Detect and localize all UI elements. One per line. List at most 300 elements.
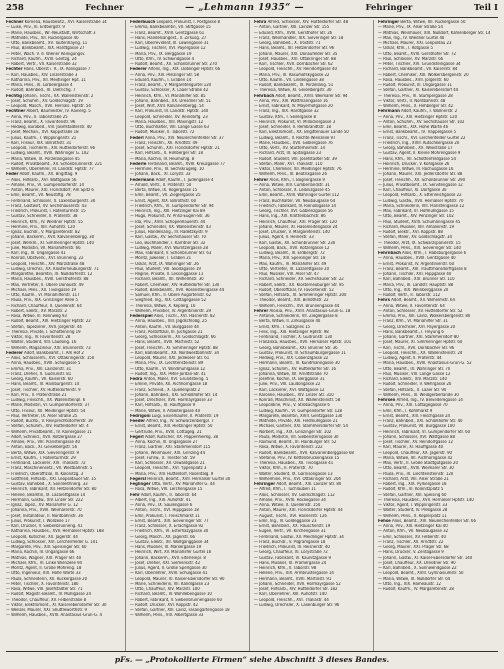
directory-entry: — Ludwig, Maler, XVI. Wurlitzergasse 28 xyxy=(130,245,208,251)
directory-entry: Federer Alfons, Ing., XIX. Döblinger Hptstr. 66 xyxy=(130,67,221,73)
directory-entry: Federer Adolf, Bankbeamt., I. Am Hof 2 xyxy=(6,350,84,356)
directory-entry: — Anna, Witwe, XIV. Cumberlandstr. 31 xyxy=(254,182,330,188)
directory-entry: — Karl, Prokurist, III. Landstr. Hptstr. 140 xyxy=(130,109,209,115)
directory-entry: — Rudolf, Beamt., XII. Schönbrunner Str. 270 xyxy=(130,62,217,67)
directory-entry: — Max, Kaufm., VI. Mariahilfer Str. 49 xyxy=(254,261,327,267)
directory-entry: — Josef, Hilfsarb., XIV. Hütteldorfer Str. 182 xyxy=(254,587,338,592)
directory-entry: — Johann, Weinhauer, XIX. Grinzing 44 xyxy=(130,450,206,456)
directory-entry: — Robert, Chemiker, XIII. Wolkersbergenstr. 20 xyxy=(378,72,469,78)
directory-entry: — Ernst, Kfm., I. Salzgries 15 xyxy=(254,324,311,330)
directory-entry: — Emma, Priv., XIII. Lainz, Wolkersbergenstr. 80 xyxy=(378,314,471,319)
directory-entry: — Franz, Beamt., XIII. Trauttmansdorffgasse 8 xyxy=(378,266,467,272)
directory-entry: — Rudolf, Beamt., XIII. Hietzinger Hptstr. 22 xyxy=(6,319,91,325)
directory-entry: — Emilie, Private, XII. Aichhorngasse 18 xyxy=(130,382,208,388)
directory-entry: — Rudolf, Bankbeamt., XVII. Kalvarienberggasse 68 xyxy=(254,450,354,456)
directory-entry: — Michael, Kfm., VI. Linke Wienzeile 94 xyxy=(6,560,83,566)
directory-entry: — Hermann, Beamt., XVIII. Martinstr. 91 xyxy=(254,576,332,582)
directory-entry: — Georg, Masch., XX. Jägerstr. 66 xyxy=(130,534,196,540)
directory-entry: — Leopold, Bäck., XVII. Rötzergasse 12 xyxy=(254,245,330,251)
directory-entry: — Friedrich, Kfm., VI. Esterhazygasse 30 xyxy=(130,529,209,535)
directory-entry: — Franz, Ing., XIX. Hardtgasse 32 xyxy=(254,109,319,115)
directory-entry: — Karl, Tischl., XVII. Dornbacher Str. 96 xyxy=(378,345,455,351)
directory-entry: — Rudolf, Elektr., XVI. Koppstr. 88 xyxy=(378,230,443,235)
directory-entry: — Maria, Witwe, IX. Nußdorfer Str. 64 xyxy=(378,576,451,582)
directory-entry: — Otto, Ing., XIX. Hameaustr. 12 xyxy=(378,581,441,587)
directory-entry: — Otto, Chauffeur, XIV. Märzstr. 100 xyxy=(130,587,200,592)
directory-entry: — Rudolf, Drucker, XVI. Koppstr. 42 xyxy=(130,602,198,608)
directory-entry: — Stefan, Maler, XVI. Thaliastr. 110 xyxy=(254,161,323,167)
directory-entry: — Theodor, Chauffeur, XV. Felberstraße 8 xyxy=(6,597,87,603)
directory-entry: — Franz, Beamt., X. Favoritenstr. 96 xyxy=(6,119,76,125)
directory-entry: — Richard, Beamt., XII. Wilhelmstr. 30 xyxy=(130,277,204,283)
directory-entry: Fehrs Adolf, Beamt., XII. Wilhelmstr. 64 xyxy=(378,298,455,304)
directory-entry: — Maria, Hausbes., XIII. Maxingstr. 12 xyxy=(130,119,204,125)
directory-entry: — Hermine, Witwe, III. Rochusgasse 16 xyxy=(378,167,454,172)
directory-entry: — Gustav, Elektr., XII. Wolfganggasse 34 xyxy=(130,539,209,545)
directory-entry: — Viktor, Agent, I. Wipplingerstr. 33 xyxy=(378,503,448,508)
directory-entry: — Konrad, Obstverk., XVI. Brunneng. 22 xyxy=(6,256,84,262)
directory-entry: — Karl, Gastw., XV. Sechshauser Str. 70 xyxy=(130,235,207,241)
directory-entry: — Marie, Schneiderin, VII. Kandlgasse 23 xyxy=(130,581,210,587)
directory-entry: — Walter, Student, VIII. Laudong. 16 xyxy=(6,340,77,346)
directory-entry: — Stefanie, Priv., IV. Kettenbrückengasse 15 xyxy=(254,455,340,461)
directory-entry: — Siegfried, Ing., XIX. Cottagegasse 52 xyxy=(130,298,207,304)
directory-entry: — Robert, Fabrikant, V. Siebenbrunnengasse 60 xyxy=(130,597,222,603)
directory-entry: — Amalie, Priv., VI. Gumpendorferstr. 14 xyxy=(6,182,84,188)
directory-entry: — Friedrich, Prokurist, I. Rotenturmstr. 15 xyxy=(6,209,86,214)
directory-entry: Federle Ferdinand, Beamt., XVIII. Kreuzgasse 77 xyxy=(130,161,225,167)
directory-entry: — Otto, Kaufm., VII. Lindengasse 38 xyxy=(254,77,324,83)
directory-entry: — Richard, Beamt., IV. Wohllebengasse 10 xyxy=(130,592,212,598)
directory-entry: — Maria, Köchin, IV. Heumühlg. 8 xyxy=(130,156,195,162)
directory-entry: — Wilhelm, Pens., III. Weißgerberlände 30 xyxy=(378,392,459,398)
directory-entry: — Wilhelm, Hausbes., XVIII. Anastasius-Grün-G. 4 xyxy=(6,613,102,619)
directory-entry: — Franz, Buchhalter, VII. Neubaugasse 64 xyxy=(254,198,336,204)
directory-entry: — Anna, Hausbes., XIII. Jagdschloßg. 25 xyxy=(130,319,207,325)
directory-entry: — Leopold, Fleischh., XVI. Yppenplatz 3 xyxy=(130,466,207,472)
directory-entry: — Maria, Priv., III. Rasumofskygasse 22 xyxy=(254,72,330,78)
directory-entry: — Stefan, Hilfsarb., X. Laaer Str. 90 xyxy=(378,387,447,393)
directory-entry: — Hans, Handelsangest., II. Zirkusg. 27 xyxy=(130,35,207,41)
directory-entry: — Rudolf, Student, VIII. Josefstädter Str. 39 xyxy=(254,156,337,162)
directory-entry: — Anton, Maurer, XXI. Floridsdorfer Hptstr. 44 xyxy=(254,508,343,514)
directory-entry: — Karl, Friseur, XIX. Billrothstr. 31 xyxy=(6,140,72,146)
columns-container xyxy=(6,20,498,651)
directory-entry: — Franz, Schlosser, X. Erlachgasse 92 xyxy=(130,524,204,529)
directory-entry: — Felix, Ing., XIII. Hietzinger Hptstr. 98 xyxy=(254,329,329,335)
directory-entry: — Leopold, Beamt., XVIII. Gymnasiumstr. 50 xyxy=(378,571,464,577)
directory-entry: — Anna, Witwe, X. Favoritenstr. 64 xyxy=(378,303,445,309)
directory-entry: — Johann, Bahnbed., XX. Dresdner Str. 51 xyxy=(130,98,211,104)
directory-entry: — Stefan, Gärtner, XI. Kaiserebersdorf 44 xyxy=(378,88,459,94)
directory-entry: — Ernst, Fabrikant, IV. Mayerhofgasse 20 xyxy=(254,104,333,109)
directory-entry: — Helene, Beamtin, IX. Lazarettgasse 14 xyxy=(6,492,86,498)
directory-entry: — Friedrich, Fabrikant, IV. Rienößlgasse 14 xyxy=(254,203,336,209)
directory-entry: — Gertrude, Priv., XVIII. Cottageg. 21 xyxy=(130,429,202,435)
directory-entry: — Leopold, Fleischh., XX. Wallensteinstr. 24 xyxy=(378,350,463,356)
page-footer xyxy=(0,655,504,664)
directory-entry: — Hans, Musiker, III. Marxergasse 19 xyxy=(130,545,202,550)
header-part: Teil I xyxy=(473,3,498,13)
directory-entry: — Hedwig, Bürobed., VIII. Josefstädterstr. 40 xyxy=(6,125,92,130)
directory-entry: — Josef, Dreher, XXI. Siemensstr. 42 xyxy=(130,560,201,566)
directory-entry: — Josef, Schneider, II. Rembrandtstr. 18 xyxy=(254,125,331,130)
directory-entry: — Anton, Bäck., XI. Geiselbergstr. 56 xyxy=(6,445,78,451)
directory-entry: — Otto, Ingenieur, XIX. Hohe Warte 33 xyxy=(6,571,81,577)
directory-entry: — Johann, Bahnbed., XXI. Schloßhofer Str. 14 xyxy=(130,392,218,398)
directory-entry: — Robert, Ing., XIX. Pyrkergasse 18 xyxy=(378,482,447,487)
directory-entry: — Robert, Elektr., XV. Märzstr. 2 xyxy=(6,308,68,314)
directory-entry: — Franz, Tischler, XII. Arndtstr. 22 xyxy=(378,539,444,545)
directory-entry: — Robert, Chemiker, XIV. Hütteldorfer Str. 130 xyxy=(130,282,220,288)
directory-entry: — Gustav, Schneider, II. Praterstr. 38 xyxy=(6,214,78,220)
directory-entry: — Maria, Hausbes., XVIII. Anastasius-Grün-G. 52 xyxy=(378,361,472,367)
directory-entry: — Rudolf, Bahnbed., XI. Dietrichg. 7 xyxy=(6,88,76,94)
directory-entry: — Heinrich, Chauffeur, XXI. Prager Str. 120 xyxy=(254,219,337,225)
directory-entry: — Alois, Schlosserm., XVI. Ottakringerstr. 150 xyxy=(6,356,95,361)
directory-entry: — Anna, Priv., XIX. Cottagegasse 70 xyxy=(378,403,448,409)
directory-entry: — Leopold, Tischlerm., XIV. Hütteldorferstr. 96 xyxy=(6,146,96,151)
directory-entry: — Katharina, Priv., XII. Meidlinger Hpt. 11 xyxy=(6,77,86,83)
directory-entry: — Franz, Postoffizial, III. Juchgasse 21 xyxy=(130,329,203,335)
directory-entry: — Karl, Oberrevident, III. Löwengasse 31 xyxy=(130,41,209,46)
directory-entry: — Michael, Gärtner, XXI. Stammersdorfer Str. 54 xyxy=(254,424,348,430)
directory-entry: — Stefan, Gärtner, XIII. Lainz, Fasangartengasse 18 xyxy=(130,608,230,613)
directory-entry: — Franz, Gastwirt, XV. Sechshauserstr. 43 xyxy=(6,203,87,209)
directory-entry: — Mathilde, Private, XIII. Feldmühlgasse 21 xyxy=(254,419,338,424)
directory-entry: — Moritz, Juwelier, I. Graben 21 xyxy=(130,256,192,262)
directory-entry: — Wilhelm, Pens., XIX. Sieveringer Str. 140 xyxy=(378,245,462,251)
directory-entry: — Franz, Gärtner, XXI. Stammersdorf 115 xyxy=(130,445,211,451)
directory-entry: — Franz, Kfm., VI. Mariahilfer Str. 31 xyxy=(378,319,448,325)
directory-entry: — Karl, Hausbes., XIV. Linzerstraße 3 xyxy=(6,72,78,78)
directory-entry: — Otto, Kaufm., VI. Windmühlgasse 12 xyxy=(130,366,206,372)
directory-entry: — Wenzel, Maurer, XXI. Shuttleworthstr. 9 xyxy=(6,608,87,613)
directory-entry: — Rudolf, Kaufm., IV. Margaretenstr. 28 xyxy=(378,587,454,592)
directory-entry: — Maria, Priv., IX. Berggasse 19 xyxy=(130,51,192,57)
directory-entry: — Michael, Maurer, XXI. Leopoldau 23 xyxy=(378,41,452,46)
directory-entry: — Theresia, Witwe, XI. Geiselbergstr. 30 xyxy=(254,88,332,94)
directory-entry: — Anna, Hausbes., XVIII. Schulgasse 5 xyxy=(6,361,81,367)
directory-entry: — Norbert, Ing., XIX. Grinzinger Str. 102 xyxy=(254,429,332,435)
directory-entry: — Theodor, Beamt., XIX. Billrothstr. 22 xyxy=(254,298,329,304)
directory-entry: — Richard, Elektr., XIV. Märzstr. 140 xyxy=(378,377,447,382)
directory-entry: Federbusch Leopold, Prokurist, I. Postgasse 8 xyxy=(130,20,221,25)
directory-entry: — Leopold, Fleischh., XIV. Märzstraße 48 xyxy=(6,261,85,267)
directory-entry: — Richard, Arzt, VIII. Alser Straße 21 xyxy=(378,476,449,482)
directory-entry: — Franziska, Hausbes., XVII. Hernalser Hptstr. 101 xyxy=(254,340,352,346)
directory-entry: — Rosa, Hausbes., XVII. Jörgerstr. 60 xyxy=(378,77,449,83)
directory-entry: — Anna, Priv., II. Taborstraße 25 xyxy=(6,114,68,120)
directory-entry: — Peter, Wach. V. d. Wiener Reinigungsv. xyxy=(6,51,86,57)
directory-entry: — Rosa, Witwe, VIII. Josefstädter Str. 71 xyxy=(6,587,83,592)
directory-entry: — Rudolf, Ing., XIX. Peter-Jordan-Str. 41 xyxy=(130,371,206,377)
directory-entry: — Ludwig, Fleischh., XX. Wallensteinpl. 6 xyxy=(6,398,86,403)
directory-entry: — Josef, Drucker, V. Margaretenstr. 140 xyxy=(254,230,330,235)
directory-entry: — Richard, Arzt, IX. Spitalgasse 23 xyxy=(254,151,322,157)
directory-entry: — Heinrich, Wirt, XV. Mariahilfer Gürtel 16 xyxy=(130,550,212,556)
directory-entry: — Johanna, Priv., XVIII. Weimarerstr. 70 xyxy=(6,508,82,514)
directory-entry: — Josef, Fleischh., XI. Simmeringer Hptstr. 88 xyxy=(130,345,218,351)
directory-entry: — Heinrich, Kfm., VI. Mariahilfer Str. 85 xyxy=(130,93,206,99)
directory-entry: — Georg, Bahnbed., XX. Wexstraße 17 xyxy=(378,146,453,151)
directory-entry: — Maria, Witwe, XII. Aichhorngasse 42 xyxy=(378,455,453,461)
directory-entry: — Julius, Prokurist, I. Wollzeile 17 xyxy=(6,518,70,524)
directory-entry: — Hans, Ing., XIX. Krottenbachstr. 86 xyxy=(254,214,326,220)
directory-entry: — Heinrich, Fabrikant, XII. Hetzendorfer Str. 80 xyxy=(6,487,97,493)
directory-entry: — Franz, Maschinensetz., VII. Westbahnstr. 5 xyxy=(6,466,93,472)
directory-entry: — Karl, Hilfsarb., X. Himberger Str. 18 xyxy=(130,151,203,157)
directory-entry: — Julie, Priv., VIII. Laudongasse 22 xyxy=(254,382,321,388)
directory-entry: — Margarete, Beamtin, XVIII. Gentzgasse 130 xyxy=(254,413,343,419)
directory-entry: — Oskar, Arzt, IX. Währinger Str. 26 xyxy=(130,261,199,267)
directory-entry: — Robert, Elektr., XX. Klosterneuburger Str. 95 xyxy=(254,282,344,288)
directory-entry: — Rudolf, Musiker, II. Taborstr. 72 xyxy=(130,130,195,136)
directory-entry: — Richard, Musiker, XIII. Amalienstr. 19 xyxy=(378,224,454,230)
directory-entry: — Ferdinand, Gastw., XII. Meidlinger Hptstr. 34 xyxy=(254,534,344,540)
directory-entry: — Gustav, Kfm., I. Seilergasse 8 xyxy=(254,114,316,120)
footer-rule xyxy=(6,651,498,652)
directory-entry: — Anton, Schuhm., XV. Sechshauser Str. 102 xyxy=(378,119,465,125)
directory-entry: — Paul, Vertreter, IX. Alser Straße 25 xyxy=(6,413,78,419)
directory-entry: — Josef, Werkm., XI. Simmeringer Hptstr. 140 xyxy=(6,240,94,246)
directory-entry: — Georg, Chauffeur, XI. Lorystraße 72 xyxy=(254,550,328,556)
directory-entry: — Julius, Agent, II. Große Sperlgasse 30 xyxy=(130,566,207,571)
directory-entry: — Johann, Maurer, XXI. Jedlersdorfer Str. 88 xyxy=(378,172,463,178)
page-number: 258 xyxy=(6,3,24,13)
directory-entry: — Marie, Witwe, V. Arbeitergasse 40 xyxy=(130,408,201,414)
directory-entry: — Rudolf, Oberoffizial, IV. Favoritenstr. 52 xyxy=(254,287,334,293)
directory-entry: — Ludwig, Drechsl., XX. Klosterneuburgerstr. 71 xyxy=(6,266,99,272)
directory-entry: — Viktor, Ing., IV. Favoritenstr. 28 xyxy=(6,335,71,340)
directory-entry: — Ludwig, Gastw., XVII. Hernalser Hptstr. 70 xyxy=(378,198,464,204)
directory-entry: — Heinrich, Ing., XIII. Hietzinger Kai 89 xyxy=(130,209,205,214)
directory-entry: — Eduard, Kfm., XVIII. Gersthofer Str. 26 xyxy=(254,30,333,36)
directory-entry: — Wilhelm, Privatbeamt., IV. Rainergasse 11 xyxy=(6,429,92,435)
directory-entry: — Emma, Priv., XIII. Lainzerstr. 31 xyxy=(6,366,72,372)
directory-entry: — Otto, Kaufm., VI. Mariahilferstr. 117 xyxy=(6,293,80,298)
directory-entry: — Mathias, Weinhauer, XIX. Nußdorf, Kahlenberger Str. 14 xyxy=(378,30,491,36)
directory-entry: Fehra Alfred, Schlosser, XIV. Hütteldorfer Str. 48 xyxy=(254,20,349,25)
directory-entry: — Otto, Vertreter, IX. Lazarettgasse 20 xyxy=(254,266,330,272)
directory-entry: — Maria, Priv., XIII. Speisinger Str. 18 xyxy=(254,256,326,262)
directory-entry: — Maria, Priv., IX. Liechtensteinstr. 89 xyxy=(130,361,204,367)
footer-note: pFs. — „Protokollierte Firmen“ siehe Abschnitt 3 dieses Bandes. xyxy=(114,655,390,664)
directory-entry: — Gustav, Bahnbed., X. Sonnleithnerg. 33 xyxy=(6,482,88,487)
directory-entry: — Georg, Tischler, XVI. Gablenzgasse 56 xyxy=(254,209,333,214)
directory-entry: — Ludwig, Drechsler, X. Laxenburger Str. 96 xyxy=(254,602,340,608)
directory-entry: — Peter, Tischler, X. Favoritenstr. 180 xyxy=(6,581,79,587)
directory-entry: Fehrmann Adolf, Kaufm., I. Wallnerstr. 2 xyxy=(378,109,458,115)
directory-entry: — Josef, Schuhm., XV. Goldschlagstr. 19 xyxy=(6,98,83,104)
directory-entry: — Ignaz, Schuhm., XV. Hütteldorfer Str. 16 xyxy=(254,366,336,372)
directory-entry: — Viktor, Kfm., II. Praterstr. 70 xyxy=(254,466,313,472)
directory-entry: — Karl, Priv., II. Praterstraße 21 xyxy=(6,392,67,398)
directory-entry: — Adolf, Schneid., XVII. Rötzergasse 27 xyxy=(6,434,83,440)
directory-entry: Fehringer Berta, Witwe, XII. Ruckergasse 50 xyxy=(378,20,466,25)
directory-entry: — Hans, Bankbeamt., I. Freyung 6 xyxy=(378,329,444,335)
directory-entry: — Josef, Fuhrw., X. Triester Str. 59 xyxy=(130,455,195,461)
directory-entry: — Berta, Witwe, IX. Rögergasse 15 xyxy=(130,188,198,193)
directory-entry: — Berta, Witwe, XIX. Sieveringerstr. 9 xyxy=(6,450,80,456)
directory-entry: — Albert, Ing., XIII. Auhofstr. 41 xyxy=(130,497,191,503)
directory-entry: — Paul, Student, VIII. Skodagasse 19 xyxy=(130,266,201,272)
page-header xyxy=(6,3,498,18)
directory-entry: Fegersl Heinrich, Beamt., XVII. Hernalser Gürtel 30 xyxy=(130,476,231,482)
directory-entry: — Franz, Beamt., V. Margaretengürtel 120 xyxy=(130,83,212,88)
directory-entry: — Ernst, Kaufm., I. Rotenturmstr. 29 xyxy=(6,455,76,461)
directory-entry: — Anton, Gärtner, XIII. Lainzer Str. 155 xyxy=(254,25,330,31)
directory-entry: — Hans, Drucker, V. Zentagasse 9 xyxy=(378,550,444,556)
directory-entry: — Johann, Tischler, XVI. Hippgasse 40 xyxy=(378,272,452,277)
directory-entry: — Stefan, Maler, XV. Goldschlagstr. 34 xyxy=(378,235,452,241)
directory-entry: — Johann, Maurer, XI. Hasenleitengasse 24 xyxy=(254,224,338,230)
directory-entry: — Marie, Modistin, VI. Gumpendorferstr. 37 xyxy=(6,403,90,409)
directory-entry: — Friedrich, Oberoffizial, III. Kolonitzg. 3 xyxy=(6,471,84,477)
directory-entry: Fechtner Albert, Baumeister, IV. Rainerg. 5 xyxy=(6,109,91,115)
directory-entry: — Eugen, Vertr., VII. Kirchengasse 31 xyxy=(254,529,326,535)
directory-entry: — Wilhelm, Fleischh., XVI. Brunnengasse 44 xyxy=(254,303,340,309)
directory-entry: — Richard, Kaufm., XVIII. Gentzg. 24 xyxy=(6,56,77,62)
directory-entry: — Robert, Vertr., VII. Kaiserstraße 32 xyxy=(6,62,77,67)
directory-entry: — Hermann, Beamt., III. Kundmanngasse 30 xyxy=(254,361,340,367)
directory-entry: — Ludwig, Kaufm., VI. Gumpendorfer Str. 128 xyxy=(254,408,342,414)
directory-entry: — Samuel, Kfm., II. Obere Augartenstr. 62 xyxy=(130,293,212,298)
directory-entry: — Theresia, Private, I. Schottenring 19 xyxy=(6,329,81,335)
directory-entry: — Anna, Witwe, X. Quellenstr. 150 xyxy=(254,503,321,508)
directory-entry: — Josef, Wirt, XVII. Kalvarienbergg. 54 xyxy=(130,104,204,109)
directory-entry: — Theodor, Arzt, IX. Schwarzspanierstr. 15 xyxy=(378,240,461,246)
directory-entry: — Marie, Hausbes., Wr.-Neustadt, Wirtschaft 3 xyxy=(6,30,96,36)
directory-entry: — Rosa, Witwe, X. Favoritenstr. 222 xyxy=(254,445,323,451)
directory-entry: Fehringer Adolf, Beamt., XIII. Lainzer Str. 80 xyxy=(254,482,342,487)
directory-entry: — Anna, Priv., XIII. Hietzinger Kai 40 xyxy=(378,524,448,529)
directory-entry: — Otto, Buchhalter, VIII. Lange Gasse 63 xyxy=(130,125,209,130)
directory-entry: — Wilhelm, Pens., VIII. Albertgasse 33 xyxy=(130,613,204,619)
directory-entry: — Paul, Schlosser, XV. Märzstr. 66 xyxy=(378,56,444,62)
directory-entry: — Rudolf, Magistr.-Beamt., IV. Mühlgasse 24 xyxy=(6,592,91,598)
directory-entry: — Ludwig, Beamt., V. Rechte Wienzeile 97 xyxy=(254,135,336,141)
directory-entry: — Max, Vertr., II. Große Stadtgutgasse 20 xyxy=(378,461,458,466)
directory-entry: — Leopold, Hilfsarb., X. Ettenreichgasse 22 xyxy=(378,193,462,199)
directory-entry: — Margarethe, Beamtin, IX. Nußdorferstr. 12 xyxy=(6,272,93,277)
directory-entry: — Alois, Schlosser, XV. Goldschlagstr. 112 xyxy=(254,492,335,498)
directory-entry: — Josef, Fleischh., XII. Schönbrunner Str. 290 xyxy=(378,177,466,183)
directory-entry: — Gustav, Prokurist, VII. Burggasse 100 xyxy=(378,424,455,430)
directory-entry: — Emil, Beamt., XVIII. Währinger Gürtel 112 xyxy=(254,193,340,199)
directory-entry: — Ludwig, Beamt., III. Erdbergstr. 72 xyxy=(254,251,325,256)
directory-entry: — Gustav, Schlosser, X. Laaer Straße 42 xyxy=(130,88,209,94)
directory-entry: — Johann, Bäck., XI. Lorystr. 33 xyxy=(130,172,191,178)
directory-entry: — Leopold, Chauffeur, XX. Jägerstr. 90 xyxy=(378,450,452,456)
directory-entry: Fedrigoni Luigi, Eisverkäufer, II. Praterstr. 19 xyxy=(130,413,219,419)
directory-entry: — Johann, Maurer, XXI. Donaufelder Str. 35 xyxy=(254,51,338,57)
directory-entry: — Karl, Tischler, XVII. Dornbacher Str. 62 xyxy=(254,62,333,67)
directory-entry: — Emil, Ing., IV. Goldeggasse 23 xyxy=(254,518,317,524)
directory-entry: — Wilhelm, Magazineur, XXI. Brünnerstr. 73 xyxy=(6,345,91,351)
directory-entry: — Rudolf, Buchb., V. Reinprechtsdorferstr. 19 xyxy=(6,419,93,424)
directory-entry: Federspiel Alois, Tischl., XVI. Hasnerstr. 82 xyxy=(130,314,215,319)
directory-entry: — Hans, Beamt., III. Hainburgerstr. 14 xyxy=(6,382,80,388)
directory-entry: — Max, Vertreter, II. Obere Donaustr. 49 xyxy=(6,282,84,288)
directory-entry: — Alois, Hilfsarb., XVI. Wattgasse 56 xyxy=(6,177,77,183)
directory-entry: — Julius, Privatbeamt., IX. Servitengasse 12 xyxy=(378,182,463,188)
directory-entry: — Margarete, Priv., XIII. Speisinger Str. 60 xyxy=(6,545,87,550)
directory-entry: — Ernst, Beamt., XIII. Hietzinger Hptstr. 50 xyxy=(130,424,213,430)
directory-entry: — Stefan, Schuhm., XIV. Hütteldorfer Str. 4 xyxy=(6,424,89,430)
directory-entry: — Amalie, Priv., XVIII. Hockegasse 34 xyxy=(254,497,326,503)
directory-entry: — Paula, Priv., IX. Liechtensteinstr. 120 xyxy=(378,471,454,477)
directory-entry: — Gottfried, Hilfsarb., XXI. Leopoldauer Str. 15 xyxy=(6,476,96,482)
directory-entry: Fechner Kornelia, Hausbesitz., XVI. Kaiserstraße 14 xyxy=(6,20,107,25)
directory-entry: — Wilhelmine, Priv., XVI. Ottakringer Str. 204 xyxy=(254,476,341,482)
directory-entry: — Ernst, Bahnbed., XX. Rauscherstr. 19 xyxy=(254,524,331,529)
directory-entry: — Emil, Schlosser, XV. Felberstr. 40 xyxy=(378,534,446,540)
directory-entry: — Mathilde, Priv., XII. Ruckergasse 46 xyxy=(6,35,79,41)
directory-entry: — Anna, Priv., XIII. Hietzinger Hptstr. 120 xyxy=(378,114,458,120)
directory-entry: — Franz, Beamt., XVIII. Gentzgasse 61 xyxy=(130,30,205,36)
column-3 xyxy=(254,20,374,651)
directory-entry: — Josef, Hausbes., XVI. Ottakringer Str. 88 xyxy=(254,56,336,62)
directory-entry: — Leopold, Masch., XVII. Hernals. Hptstr. 54 xyxy=(6,104,91,109)
directory-entry: — Maria, Priv., III. Landstr. Hauptstr. 88 xyxy=(378,282,454,288)
directory-entry: — Anton, Schlosser, X. Leibnizgasse 45 xyxy=(254,188,330,193)
directory-entry: — Rudolf, Bankbeamt., XVII. Rosensteingasse 44 xyxy=(130,287,225,293)
directory-entry: — Paul, Student, XVIII. Schumanngasse 45 xyxy=(378,219,461,225)
directory-entry: — Josef, Maurer, XI. Simmeringer Hptstr. 60 xyxy=(378,340,463,346)
directory-entry: Fehrer Alois, Kfm., I. Bognergasse 9 xyxy=(254,177,325,183)
directory-entry: — Franz, Buchdr., V. Pilgramgasse 18 xyxy=(254,539,326,545)
directory-entry: Fegerl Adolf, Kutscher, XX. Pappenheimg. 38 xyxy=(130,434,219,440)
directory-entry: — Julius, Agent, II. Heinestr. 33 xyxy=(254,235,314,241)
directory-entry: — Anna, Hausbes., XVIII. Gentzgasse 40 xyxy=(378,256,456,262)
directory-entry: — Hedwig, Priv., XIX. Cobenzlgasse 22 xyxy=(254,356,329,361)
directory-entry: — Karl, Maurer, XI. Hauffgasse 40 xyxy=(378,445,444,451)
directory-entry: Fehr Adolf, Kaufm., II. Taborstr. 64 xyxy=(130,492,197,498)
directory-entry: — Georg, Drechsler, XVI. Payergasse 20 xyxy=(378,324,456,330)
directory-entry: — Helene, Priv., XIX. Armbrustergasse 14 xyxy=(254,571,334,577)
directory-entry: — Josef, Tischler, XV. Hütteldorferstr. 9 xyxy=(6,387,81,393)
directory-entry: — Max, Fabrikant, VI. Hofmühlgasse 15 xyxy=(378,209,454,214)
directory-entry: — Theresia, Hausbes., XVII. Hernalser Hptstr. 140 xyxy=(378,497,474,503)
directory-entry: — Georg, Schlosserm., XV. Goldschlagstr. 66 xyxy=(130,335,216,340)
directory-entry: — Hans, Beamt., XII. Hetzendorfer Str. 96 xyxy=(254,46,335,52)
directory-entry: — Richard, Chauffeur, X. Quellenstr. 64 xyxy=(6,303,82,309)
directory-entry: — Paul, Musiker, VIII. Lange Gasse 12 xyxy=(378,371,451,377)
directory-entry: — Maria, Schneiderin, VIII. Piaristengasse 12 xyxy=(378,203,465,209)
directory-entry: — Johanna, Witwe, XII. Arndtstraße 70 xyxy=(254,371,328,377)
directory-entry: — Johann, Schneider, XVII. Hormayrgasse 52 xyxy=(254,581,341,587)
directory-entry: — Richard, Bankbeamt., VII. Kaiserstr. 84 xyxy=(378,67,458,73)
directory-entry: — Karl, Lackierer, XVI. Wattgasse 12 xyxy=(254,387,325,393)
directory-entry: — Maria, Köchin, III. Ungargasse 66 xyxy=(6,550,75,556)
directory-entry: — Antonie, Schneiderin, VII. Zieglergasse 8 xyxy=(254,314,338,319)
directory-entry: — Otto, Beamt., XIV. Penzinger Str. 102 xyxy=(378,214,454,220)
directory-entry: — Marie, Hausbes., XVII. Geblergasse 76 xyxy=(254,140,333,146)
directory-entry: — Arnold, Vertr., II. Praterstr. 54 xyxy=(130,182,192,188)
directory-entry: — Hans, Musiker, IX. Pramergasse 24 xyxy=(254,560,327,566)
directory-entry: — Luise, Priv., III. Erdbergstr. 9 xyxy=(6,25,65,31)
directory-entry: Fehrbach Adolf, Beamt., XVIII. Weimarer Str. 94 xyxy=(254,93,348,99)
directory-entry: — August, Tischl., XVI. Hasnerstr. 126 xyxy=(254,513,327,519)
directory-entry: Federl Anna, Priv., XVI. Neulerchenfelder Str. 37 xyxy=(130,135,224,141)
directory-entry: — Otto, Beamt., XVIII. Gersthofer Str. 72 xyxy=(378,51,456,57)
directory-entry: — Viktor, Vertr., II. Nordbahnstr. 48 xyxy=(378,98,446,104)
directory-entry: — Ludwig, Schlosser, XVI. Lerchenfelder G. 101 xyxy=(6,539,98,545)
directory-entry: — Georg, Bahnbed., X. Troststr. 71 xyxy=(254,41,321,46)
directory-entry: — Karl, Bahnbed., XXI. Brünner Str. 110 xyxy=(378,277,455,283)
directory-entry: — Wilhelm, Oberlehrer, III. Landstr. Hptstr. 77 xyxy=(6,167,94,172)
